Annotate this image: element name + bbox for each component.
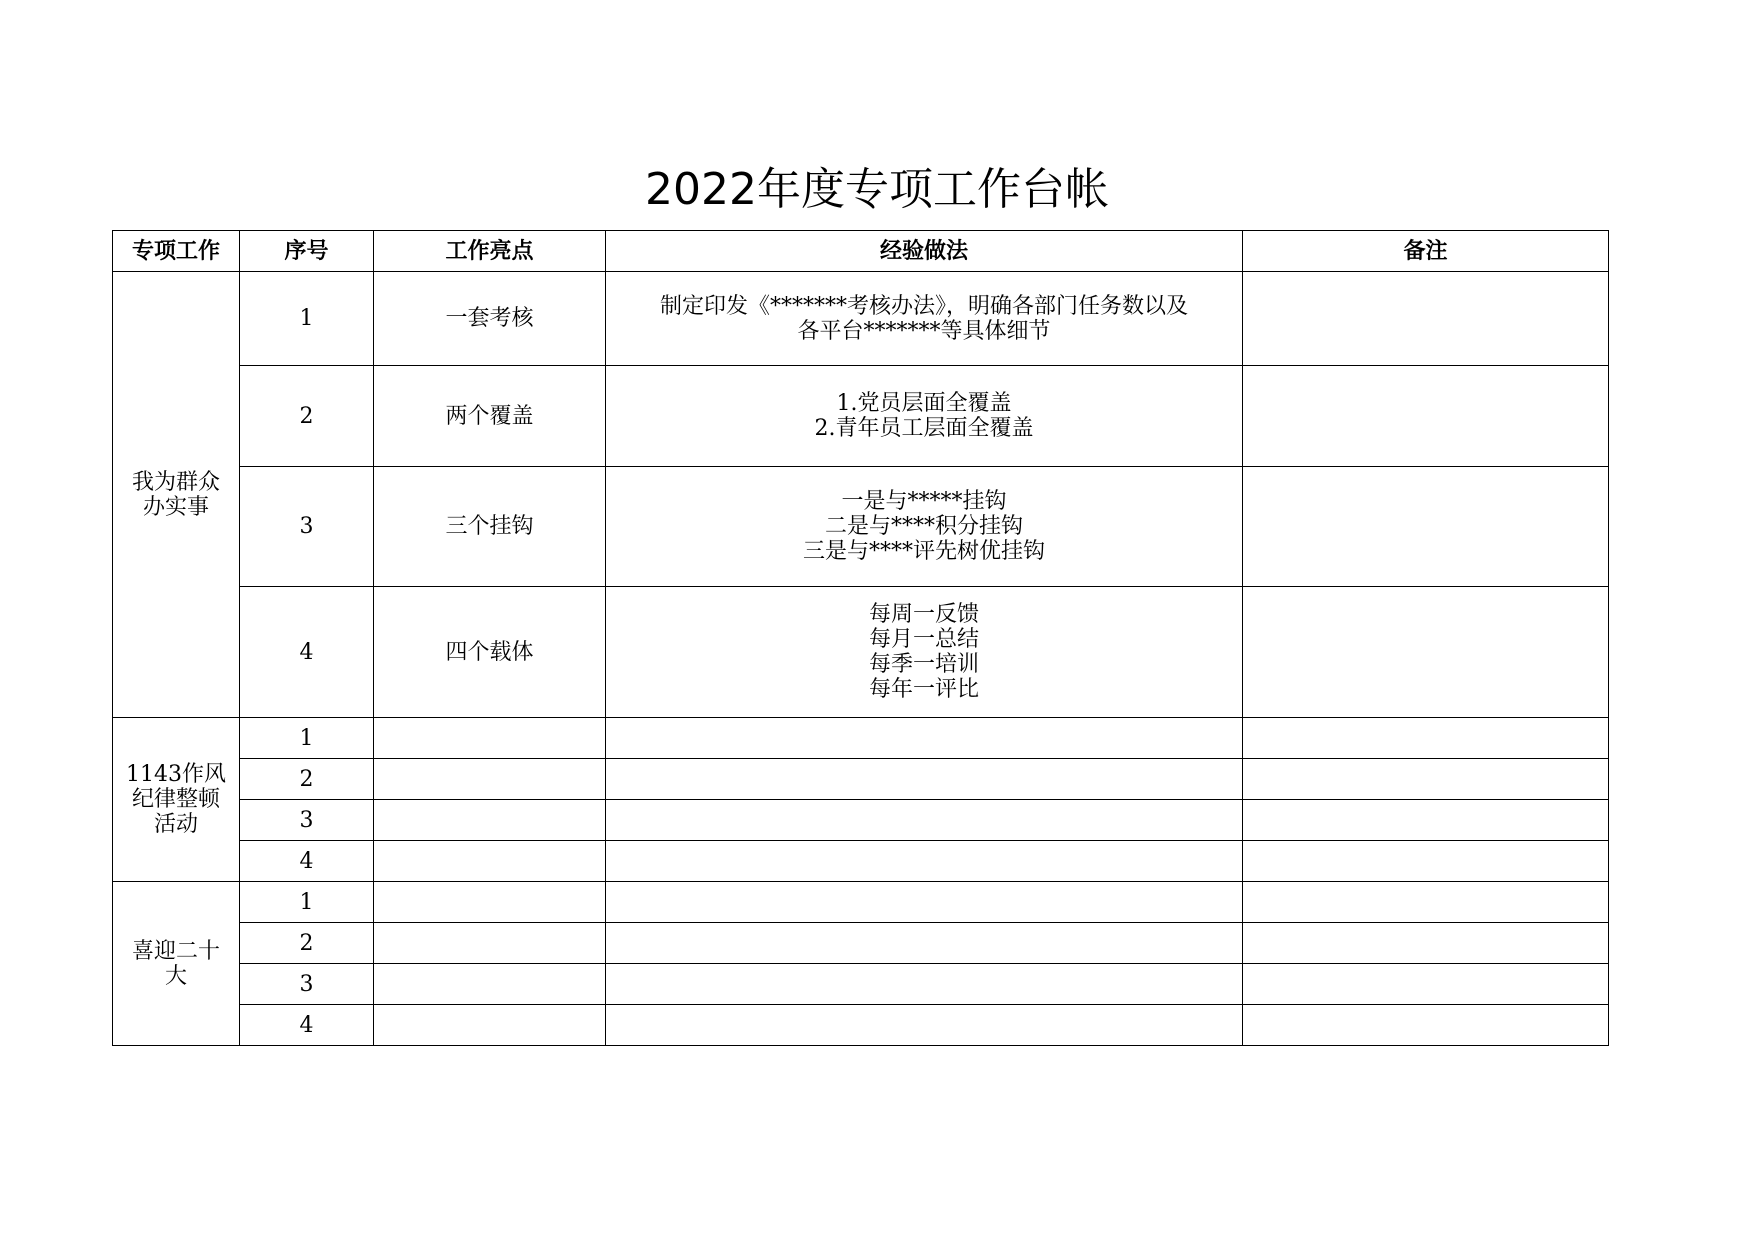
method-cell bbox=[606, 718, 1243, 759]
highlight-cell: 两个覆盖 bbox=[374, 366, 606, 467]
number-cell: 1 bbox=[240, 718, 374, 759]
highlight-cell bbox=[374, 1005, 606, 1046]
number-cell: 1 bbox=[240, 272, 374, 366]
method-cell bbox=[606, 1005, 1243, 1046]
number-cell: 1 bbox=[240, 882, 374, 923]
note-cell bbox=[1243, 800, 1609, 841]
method-cell bbox=[606, 923, 1243, 964]
number-cell: 2 bbox=[240, 923, 374, 964]
category-cell: 我为群众 办实事 bbox=[113, 272, 240, 718]
page-title: 2022年度专项工作台帐 bbox=[645, 164, 1109, 215]
table-row bbox=[113, 366, 1609, 467]
highlight-cell bbox=[374, 718, 606, 759]
table-row bbox=[113, 718, 1609, 759]
highlight-cell bbox=[374, 964, 606, 1005]
number-cell: 4 bbox=[240, 587, 374, 718]
table-row bbox=[113, 964, 1609, 1005]
header-category: 专项工作 bbox=[113, 231, 240, 272]
table-row bbox=[113, 759, 1609, 800]
note-cell bbox=[1243, 718, 1609, 759]
highlight-cell bbox=[374, 882, 606, 923]
note-cell bbox=[1243, 841, 1609, 882]
number-cell: 3 bbox=[240, 800, 374, 841]
highlight-cell bbox=[374, 759, 606, 800]
note-cell bbox=[1243, 366, 1609, 467]
highlight-cell: 三个挂钩 bbox=[374, 467, 606, 587]
method-cell: 每周一反馈 每月一总结 每季一培训 每年一评比 bbox=[606, 587, 1243, 718]
number-cell: 2 bbox=[240, 759, 374, 800]
note-cell bbox=[1243, 587, 1609, 718]
number-cell: 4 bbox=[240, 1005, 374, 1046]
number-cell: 3 bbox=[240, 964, 374, 1005]
number-cell: 2 bbox=[240, 366, 374, 467]
method-cell: 制定印发《*******考核办法》，明确各部门任务数以及 各平台*******等具体细节 bbox=[606, 272, 1243, 366]
work-ledger-table bbox=[112, 230, 1609, 1046]
header-method: 经验做法 bbox=[606, 231, 1243, 272]
table-row bbox=[113, 587, 1609, 718]
table-header-row bbox=[113, 231, 1609, 272]
highlight-cell bbox=[374, 800, 606, 841]
method-cell bbox=[606, 759, 1243, 800]
note-cell bbox=[1243, 964, 1609, 1005]
method-cell: 一是与*****挂钩 二是与****积分挂钩 三是与****评先树优挂钩 bbox=[606, 467, 1243, 587]
note-cell bbox=[1243, 882, 1609, 923]
method-cell bbox=[606, 800, 1243, 841]
table-row bbox=[113, 882, 1609, 923]
note-cell bbox=[1243, 923, 1609, 964]
table-row bbox=[113, 841, 1609, 882]
note-cell bbox=[1243, 759, 1609, 800]
method-cell bbox=[606, 964, 1243, 1005]
table-row bbox=[113, 1005, 1609, 1046]
note-cell bbox=[1243, 467, 1609, 587]
method-cell bbox=[606, 841, 1243, 882]
table-row bbox=[113, 272, 1609, 366]
table-row bbox=[113, 800, 1609, 841]
header-number: 序号 bbox=[240, 231, 374, 272]
category-cell: 1143作风 纪律整顿 活动 bbox=[113, 718, 240, 882]
method-cell: 1.党员层面全覆盖 2.青年员工层面全覆盖 bbox=[606, 366, 1243, 467]
note-cell bbox=[1243, 272, 1609, 366]
category-cell: 喜迎二十 大 bbox=[113, 882, 240, 1046]
highlight-cell bbox=[374, 841, 606, 882]
highlight-cell: 四个载体 bbox=[374, 587, 606, 718]
highlight-cell bbox=[374, 923, 606, 964]
note-cell bbox=[1243, 1005, 1609, 1046]
highlight-cell: 一套考核 bbox=[374, 272, 606, 366]
table-row bbox=[113, 923, 1609, 964]
number-cell: 4 bbox=[240, 841, 374, 882]
header-highlight: 工作亮点 bbox=[374, 231, 606, 272]
method-cell bbox=[606, 882, 1243, 923]
number-cell: 3 bbox=[240, 467, 374, 587]
table-row bbox=[113, 467, 1609, 587]
header-note: 备注 bbox=[1243, 231, 1609, 272]
